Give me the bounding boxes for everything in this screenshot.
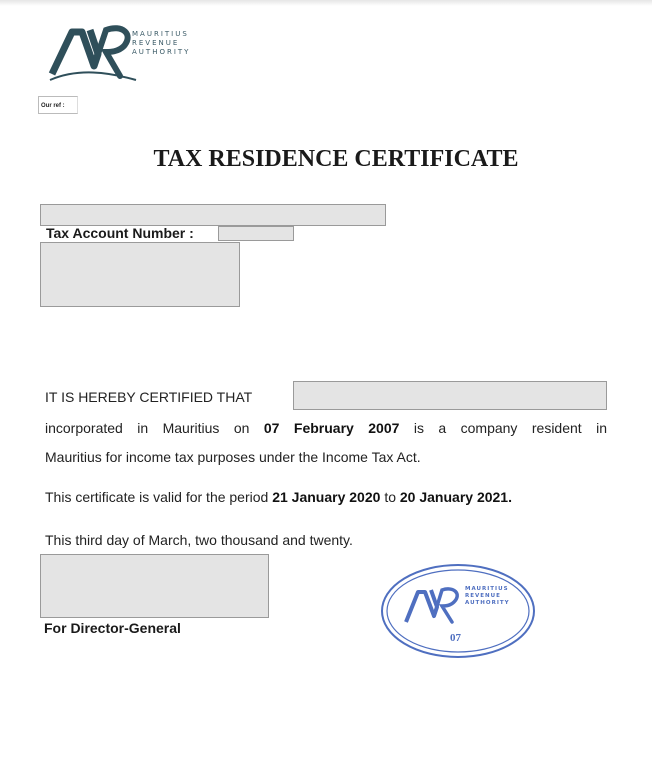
signatory-label: For Director-General [44,620,181,636]
redacted-signature [40,554,269,618]
logo-text-line-1: MAURITIUS [132,30,189,38]
mra-logo [48,14,218,84]
stamp-text [465,586,510,607]
document-title: TAX RESIDENCE CERTIFICATE [153,146,519,172]
page-top-shadow [0,0,652,6]
stamp-text-line-2: REVENUE [465,593,501,599]
validity-to-word: to [384,489,396,505]
validity-prefix: This certificate is valid for the period [45,489,269,505]
tax-account-label: Tax Account Number : [46,225,194,241]
valid-from-date: 21 January 2020 [272,489,381,505]
our-ref-box: Our ref : [38,96,78,114]
stamp-outline-icon [380,562,540,660]
mra-logo-mark-icon [48,14,138,84]
redacted-tax-account-number [218,226,294,241]
incorporated-line [45,418,607,438]
validity-line [45,487,607,507]
incorporated-suffix: is a company resident in [413,420,608,436]
mra-logo-text [132,30,190,57]
date-line: This third day of March, two thousand and twenty. [45,532,353,548]
redacted-company-name [40,204,386,226]
stamp-number: 07 [450,632,461,644]
residency-line: Mauritius for income tax purposes under the Income Tax Act. [45,449,421,465]
incorporated-prefix: incorporated in Mauritius on [45,420,250,436]
logo-text-line-3: AUTHORITY [132,48,191,56]
valid-to-date: 20 January 2021. [399,489,512,505]
redacted-certified-entity [293,381,607,410]
official-stamp [380,562,540,660]
stamp-text-line-1: MAURITIUS [465,586,509,592]
stamp-text-line-3: AUTHORITY [465,600,510,606]
certified-text: IT IS HEREBY CERTIFIED THAT [45,389,253,405]
logo-text-line-2: REVENUE [132,39,180,47]
incorporation-date: 07 February 2007 [263,420,400,436]
redacted-address-block [40,242,240,307]
